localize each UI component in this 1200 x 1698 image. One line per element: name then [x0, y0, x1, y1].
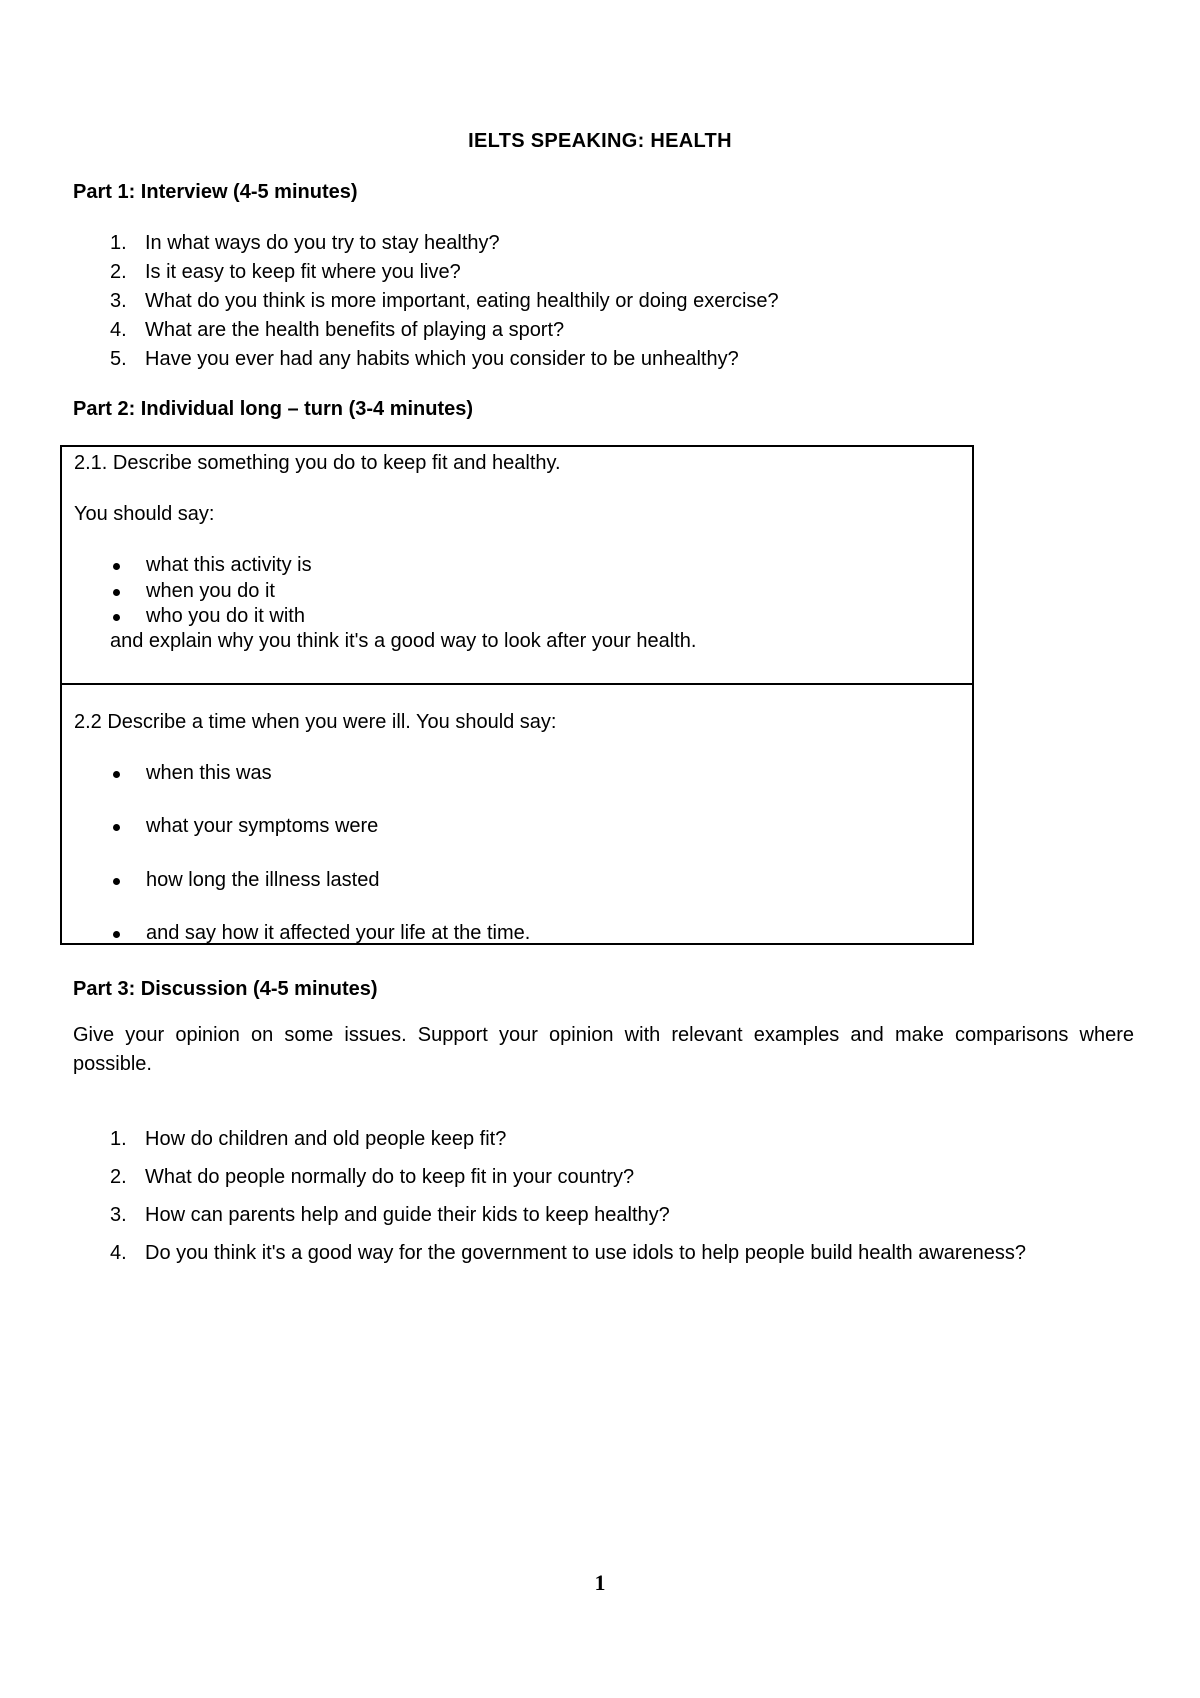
- bullet-item: when you do it: [146, 580, 275, 602]
- list-item: 3. How can parents help and guide their kids to keep healthy?: [110, 1204, 670, 1226]
- question-text: Have you ever had any habits which you consider to be unhealthy?: [145, 348, 739, 370]
- part3-intro: Give your opinion on some issues. Support your opinion with relevant examples and make comparisons where possible.: [73, 1024, 1134, 1075]
- list-item: 5. Have you ever had any habits which you consider to be unhealthy?: [110, 348, 739, 370]
- question-text: How do children and old people keep fit?: [145, 1128, 507, 1150]
- cue-card-prompt: 2.1. Describe something you do to keep fit and healthy.: [74, 452, 561, 474]
- document-title: IELTS SPEAKING: HEALTH: [468, 130, 732, 152]
- list-item: 1. How do children and old people keep fit?: [110, 1128, 507, 1150]
- list-item: 4. Do you think it's a good way for the government to use idols to help people build health awareness?: [110, 1242, 1027, 1264]
- question-text: How can parents help and guide their kids to keep healthy?: [145, 1204, 670, 1226]
- list-item: 3. What do you think is more important, eating healthily or doing exercise?: [110, 290, 779, 312]
- bullet-item: how long the illness lasted: [146, 869, 380, 891]
- bullet-item: what your symptoms were: [146, 815, 379, 837]
- list-item: 4. What are the health benefits of playing a sport?: [110, 319, 565, 341]
- bullet-item: when this was: [146, 762, 272, 784]
- question-text: Is it easy to keep fit where you live?: [145, 261, 461, 283]
- part3-question-list: [100, 1120, 1026, 1272]
- question-text: What do you think is more important, eating healthily or doing exercise?: [145, 290, 779, 312]
- part2-heading: Part 2: Individual long – turn (3-4 minutes): [73, 398, 474, 420]
- question-text: What are the health benefits of playing a sport?: [145, 319, 565, 341]
- list-item: 2. Is it easy to keep fit where you live?: [110, 261, 461, 283]
- part1-question-list: [100, 229, 779, 374]
- bullet-item: what this activity is: [146, 554, 312, 576]
- question-text: In what ways do you try to stay healthy?: [145, 232, 500, 254]
- cue-card-prompt: 2.2 Describe a time when you were ill. You should say:: [74, 711, 557, 733]
- page-number: 1: [594, 1570, 606, 1595]
- list-item: 2. What do people normally do to keep fit in your country?: [110, 1166, 635, 1188]
- should-say-label: You should say:: [74, 503, 215, 525]
- part1-heading: Part 1: Interview (4-5 minutes): [73, 181, 358, 203]
- question-text: Do you think it's a good way for the government to use idols to help people build health awareness?: [145, 1242, 1027, 1264]
- cue-card-1: [60, 445, 974, 685]
- cue-card-2: [60, 683, 974, 945]
- list-item: 1. In what ways do you try to stay healthy?: [110, 232, 500, 254]
- part3-heading: Part 3: Discussion (4-5 minutes): [73, 978, 378, 1000]
- question-text: What do people normally do to keep fit in your country?: [145, 1166, 635, 1188]
- bullet-item: who you do it with: [146, 605, 305, 627]
- cue-card-closing: and explain why you think it's a good way to look after your health.: [110, 630, 697, 652]
- bullet-item: and say how it affected your life at the time.: [146, 922, 531, 944]
